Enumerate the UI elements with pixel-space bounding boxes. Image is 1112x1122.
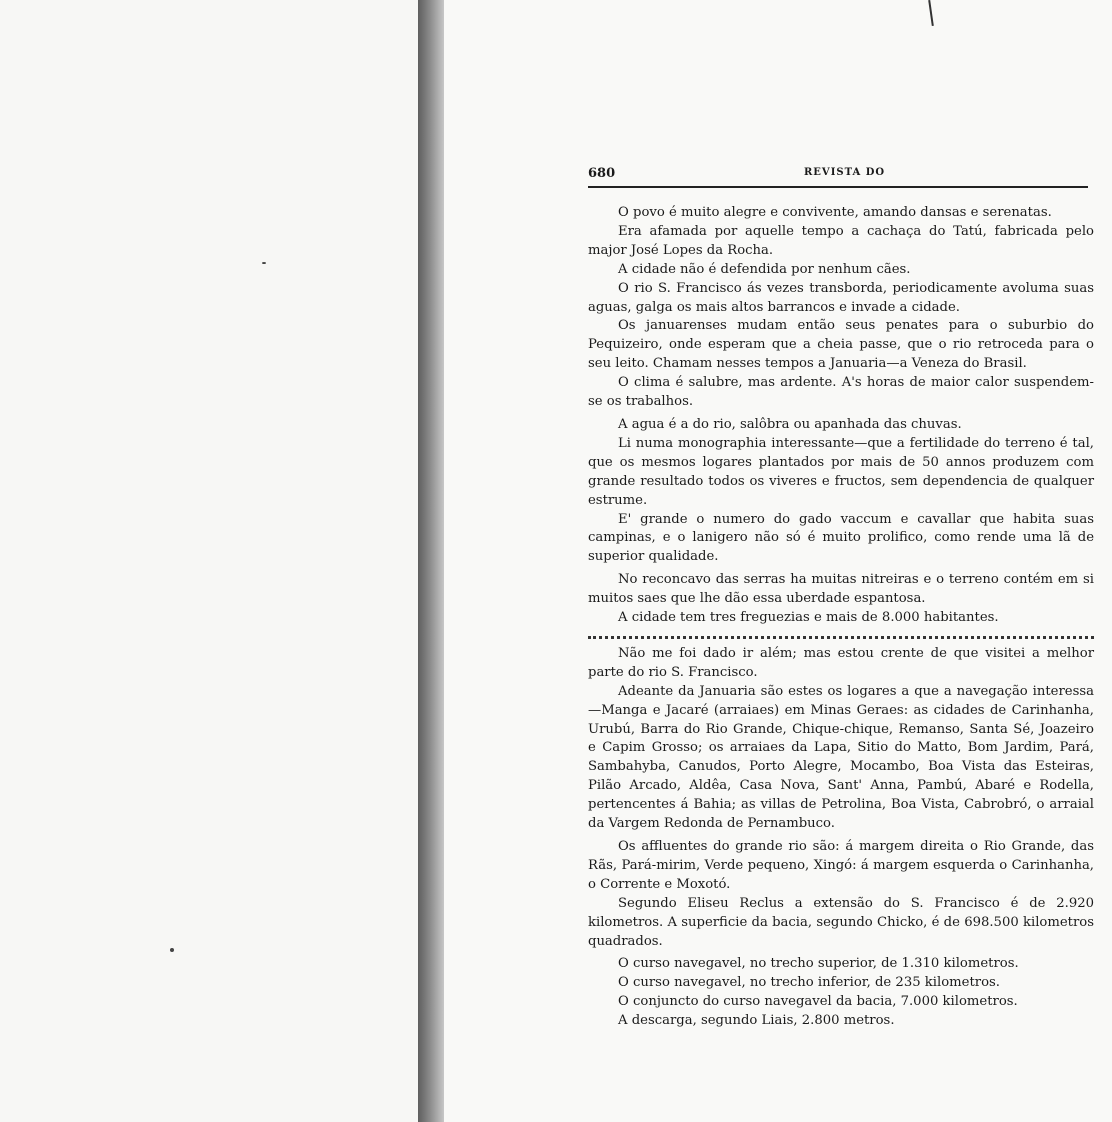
paper-speck (170, 948, 174, 952)
paragraph: O curso navegavel, no trecho superior, de 1.310 kilometros. (618, 956, 1019, 972)
paragraph: Li numa monographia interessante—que a fertilidade do terreno é tal, que os mesmos logares plantados por mais de 50 annos produzem com grande resultado todos os viveres e fructos, sem dependencia de qualquer estrume. (588, 435, 1094, 508)
body-text (588, 204, 1094, 1031)
paragraph: A descarga, segundo Liais, 2.800 metros. (618, 1013, 895, 1029)
page-number: 680 (588, 166, 616, 181)
paragraph: A cidade tem tres freguezias e mais de 8.000 habitantes. (618, 610, 999, 626)
paragraph: No reconcavo das serras ha muitas nitreiras e o terreno contém em si muitos saes que lhe dão essa uberdade espantosa. (588, 572, 1094, 607)
paragraph: Os januarenses mudam então seus penates para o suburbio do Pequizeiro, onde esperam que a cheia passe, que o rio retroceda para o seu leito. Chamam nesses tempos a Januaria—a Veneza do Brasil. (588, 318, 1094, 372)
paragraph: O conjuncto do curso navegavel da bacia, 7.000 kilometros. (618, 994, 1018, 1010)
paragraph: A cidade não é defendida por nenhum cães. (618, 261, 911, 277)
paragraph: Adeante da Januaria são estes os logares a que a navegação interessa—Manga e Jacaré (arraiaes) em Minas Geraes: as cidades de Carinhanha, Urubú, Barra do Rio Grande, Chique-chique, Remanso, Santa Sé, Joazeiro e Capim Grosso; os arraiaes da Lapa, Sitio do Matto, Bom Jardim, Pará, Sambahyba, Canudos, Porto Alegre, Mocambo, Boa Vista das Esteiras, Pilão Arcado, Aldêa, Casa Nova, Sant' Anna, Pambú, Abaré e Rodella, pertencentes á Bahia; as villas de Petrolina, Boa Vista, Cabrobró, o arraial da Vargem Redonda de Pernambuco. (588, 683, 1094, 832)
paragraph: Era afamada por aquelle tempo a cachaça do Tatú, fabricada pelo major José Lopes da Rocha. (588, 223, 1094, 258)
paragraph: O clima é salubre, mas ardente. A's horas de maior calor suspendem-se os trabalhos. (588, 375, 1094, 410)
paragraph: O curso navegavel, no trecho inferior, de 235 kilometros. (618, 975, 1000, 991)
paragraph: Não me foi dado ir além; mas estou crente de que visitei a melhor parte do rio S. Francisco. (588, 645, 1094, 680)
paragraph: O rio S. Francisco ás vezes transborda, periodicamente avoluma suas aguas, galga os mais altos barrancos e invade a cidade. (588, 280, 1094, 315)
dotted-separator (588, 633, 1094, 639)
paragraph: Os affluentes do grande rio são: á margem direita o Rio Grande, das Rãs, Pará-mirim, Verde pequeno, Xingó: á margem esquerda o Carinhanha, o Corrente e Moxotó. (588, 839, 1094, 892)
running-title: REVISTA DO (804, 167, 886, 178)
book-gutter (418, 0, 444, 1122)
left-page (0, 0, 418, 1122)
page-header (588, 164, 1088, 188)
paper-speck (262, 262, 266, 264)
paragraph: E' grande o numero do gado vaccum e cavallar que habita suas campinas, e o lanigero não só é muito prolifico, como rende uma lã de superior qualidade. (588, 511, 1094, 565)
paragraph: A agua é a do rio, salôbra ou apanhada das chuvas. (618, 416, 962, 432)
paragraph: Segundo Eliseu Reclus a extensão do S. Francisco é de 2.920 kilometros. A superficie da bacia, segundo Chicko, é de 698.500 kilometros quadrados. (588, 895, 1094, 949)
paragraph: O povo é muito alegre e convivente, amando dansas e serenatas. (618, 205, 1052, 220)
